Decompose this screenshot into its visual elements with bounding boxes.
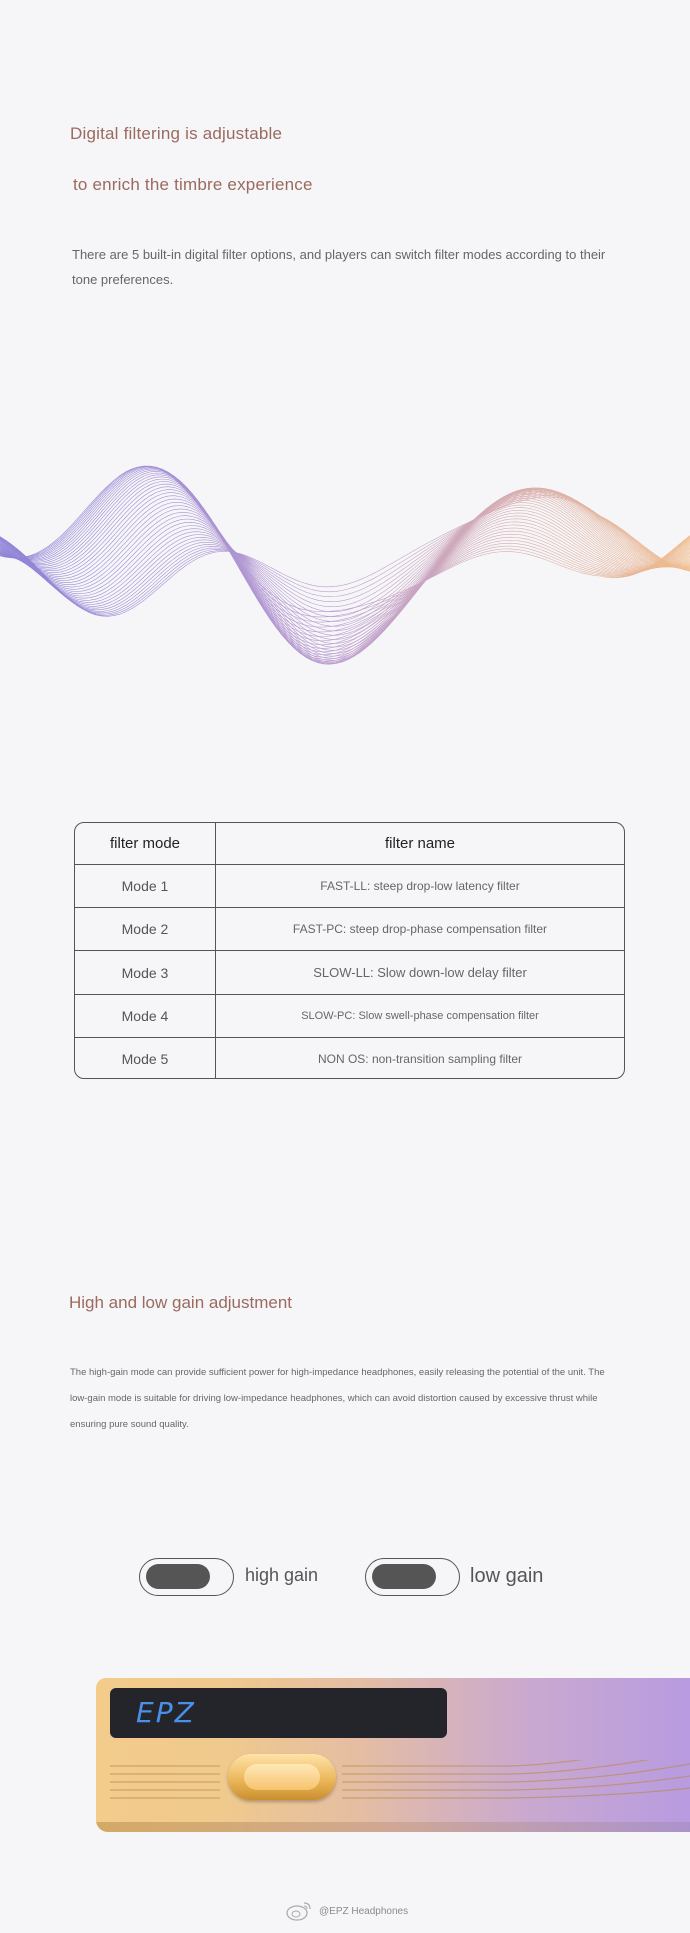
wave-line bbox=[0, 489, 690, 622]
filter-name-cell: FAST-PC: steep drop-phase compensation filter bbox=[292, 922, 548, 936]
table-row bbox=[75, 1038, 624, 1079]
filter-name-cell: FAST-LL: steep drop-low latency filter bbox=[320, 879, 520, 893]
mode-cell: Mode 5 bbox=[75, 1038, 216, 1079]
mode-cell: Mode 3 bbox=[75, 951, 216, 994]
wave-line bbox=[0, 497, 690, 616]
section-title-gain: High and low gain adjustment bbox=[69, 1293, 293, 1312]
mode-cell: Mode 4 bbox=[75, 995, 216, 1037]
device-gain-button bbox=[228, 1754, 336, 1800]
toggle-knob bbox=[146, 1564, 210, 1589]
weibo-icon bbox=[285, 1900, 313, 1922]
table-row bbox=[75, 951, 624, 995]
low-gain-label: low gain bbox=[470, 1565, 544, 1587]
section-subtitle-filtering: to enrich the timbre experience bbox=[73, 175, 313, 194]
dac-device-image bbox=[96, 1678, 690, 1832]
watermark-text: @EPZ Headphones bbox=[319, 1905, 409, 1917]
wave-line bbox=[0, 498, 690, 663]
wave-line bbox=[0, 488, 690, 639]
table-header-row bbox=[75, 823, 624, 865]
section-title-filtering: Digital filtering is adjustable bbox=[70, 124, 283, 143]
filter-mode-table bbox=[74, 822, 625, 1079]
table-row bbox=[75, 908, 624, 951]
table-row bbox=[75, 995, 624, 1038]
filter-name-cell: SLOW-PC: Slow swell-phase compensation filter bbox=[301, 1010, 539, 1022]
wave-line bbox=[0, 493, 690, 665]
filter-name-cell: NON OS: non-transition sampling filter bbox=[317, 1052, 523, 1066]
high-gain-toggle[interactable] bbox=[139, 1558, 234, 1596]
mode-cell: Mode 2 bbox=[75, 908, 216, 950]
table-row bbox=[75, 865, 624, 908]
watermark bbox=[285, 1900, 408, 1922]
epz-logo: EPZ bbox=[136, 1696, 196, 1729]
device-grooves bbox=[110, 1760, 690, 1810]
toggle-knob bbox=[372, 1564, 436, 1589]
column-header-filter-mode: filter mode bbox=[75, 823, 216, 864]
sound-wave-illustration bbox=[0, 340, 690, 760]
device-button-inner bbox=[244, 1764, 320, 1790]
wave-line bbox=[0, 496, 690, 664]
low-gain-toggle[interactable] bbox=[365, 1558, 460, 1596]
mode-cell: Mode 1 bbox=[75, 865, 216, 907]
filter-name-cell: SLOW-LL: Slow down-low delay filter bbox=[313, 965, 527, 980]
wave-line bbox=[0, 491, 690, 654]
wave-line bbox=[0, 466, 690, 622]
column-header-filter-name: filter name bbox=[384, 835, 456, 852]
wave-line bbox=[0, 466, 690, 617]
high-gain-label: high gain bbox=[245, 1565, 319, 1585]
filtering-description: There are 5 built-in digital filter options, and players can switch filter modes according to their tone preferences. bbox=[72, 247, 606, 287]
gain-description: The high-gain mode can provide sufficient power for high-impedance headphones, easily releasing the potential of the unit. The low-gain mode is suitable for driving low-impedance headphones, which can avoid distortion caused by excessive thrust while ensuring pure sound quality. bbox=[70, 1367, 605, 1430]
device-display bbox=[110, 1688, 447, 1738]
